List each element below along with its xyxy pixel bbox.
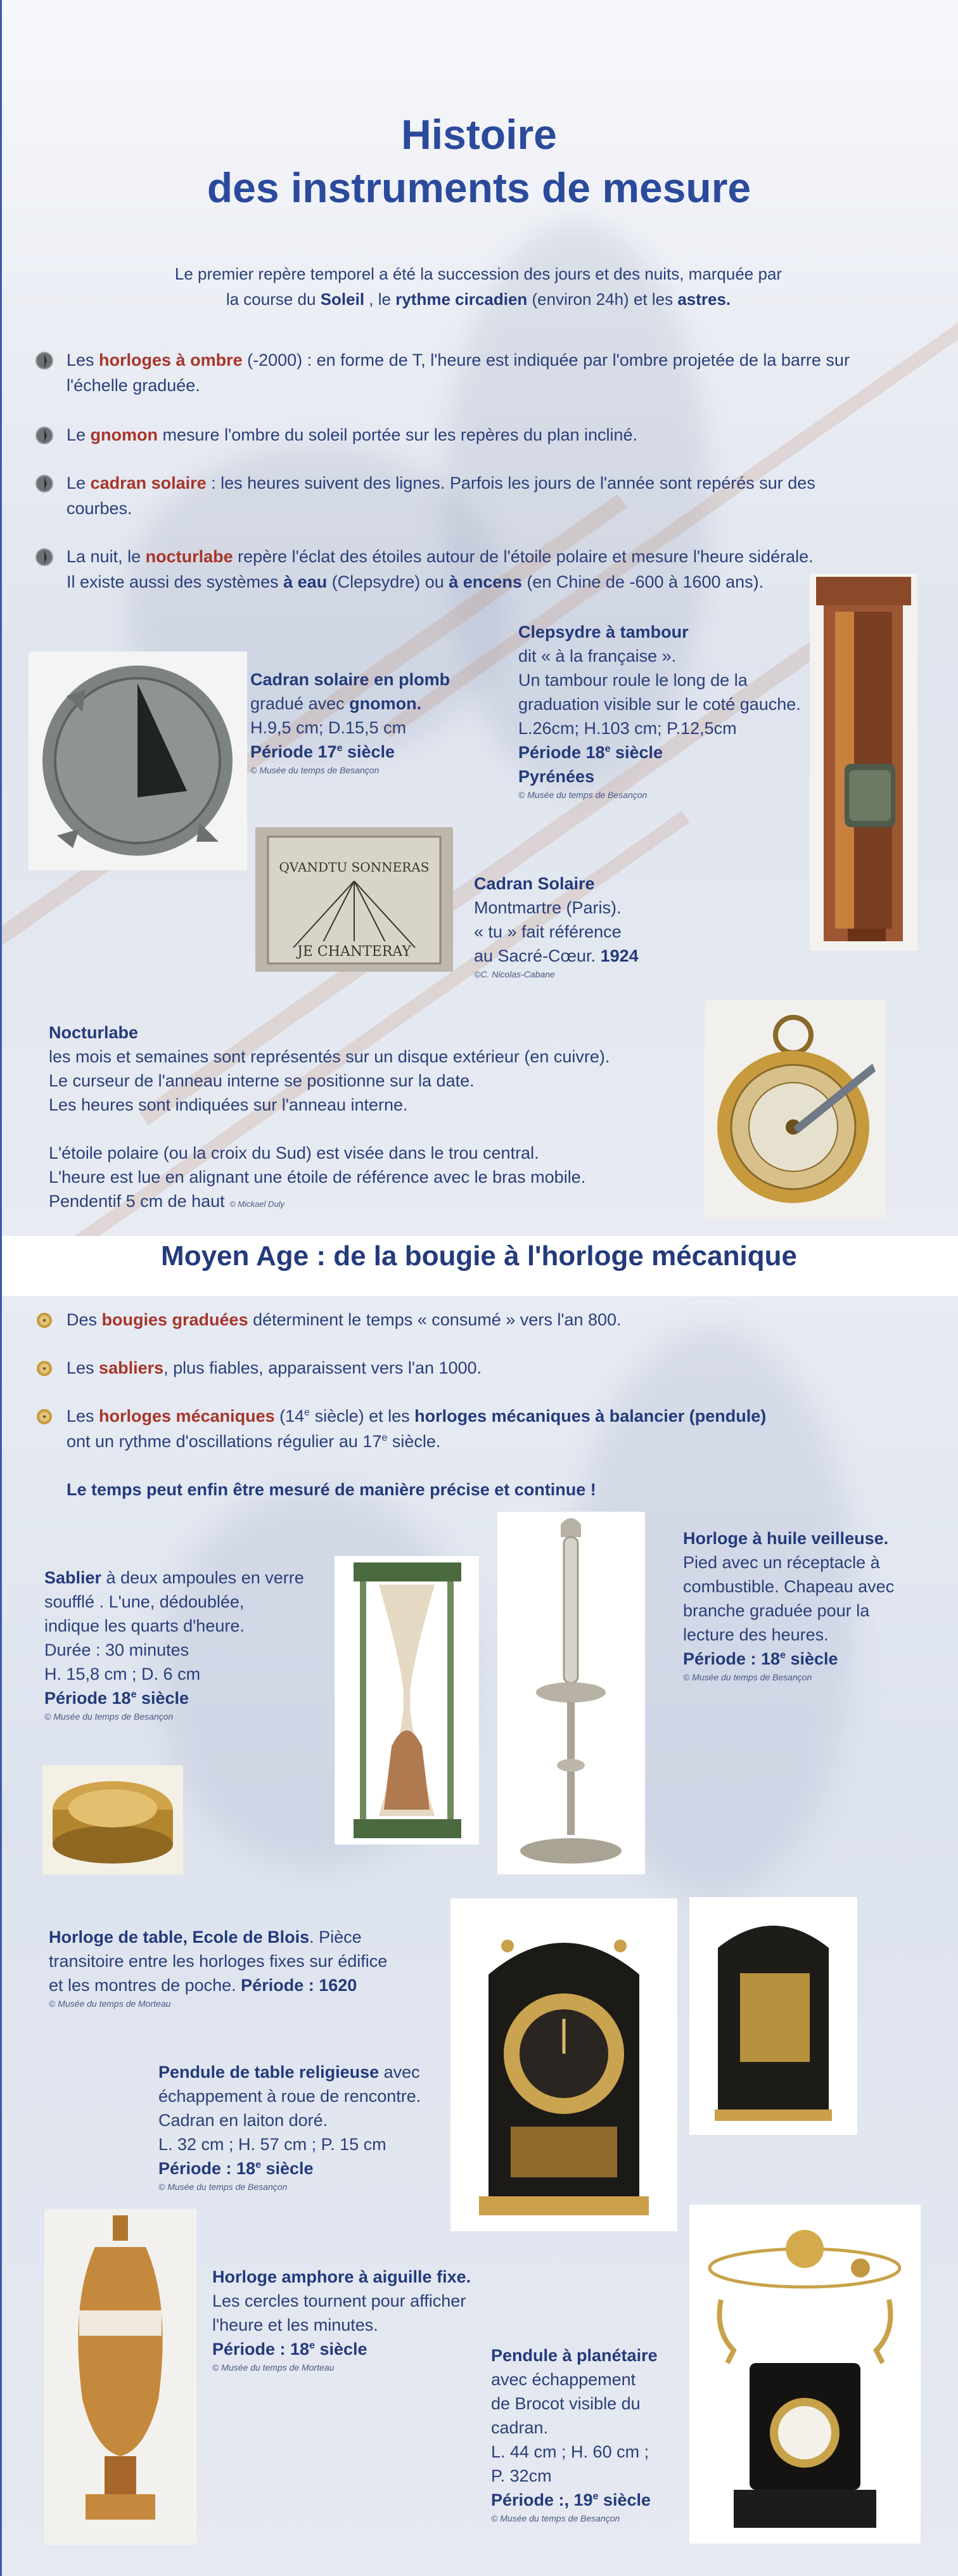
text: e	[131, 1689, 137, 1700]
clepsydre-photo	[810, 574, 917, 951]
text: Période :, 19	[491, 2490, 593, 2509]
text: Pyrénées	[518, 767, 595, 786]
term-balancier: horloges mécaniques à balancier (pendule)	[414, 1407, 767, 1426]
nocturlabe-title: Nocturlabe	[49, 1023, 139, 1042]
text: lecture des heures.	[683, 1625, 829, 1644]
cadran-montmartre-photo	[255, 827, 453, 972]
term-sabliers: sabliers	[99, 1358, 164, 1377]
text: 1924	[600, 946, 639, 965]
text: échappement à roue de rencontre.	[158, 2087, 421, 2106]
text: au Sacré-Cœur.	[474, 946, 601, 965]
bullet-ombre	[35, 347, 922, 398]
text: gnomon.	[349, 694, 422, 713]
photo-credit: © Musée du temps de Besançon	[158, 2182, 288, 2192]
bullet-sabliers	[35, 1355, 922, 1381]
photo-credit: ©C. Nicolas-Cabane	[474, 969, 555, 979]
horloge-amphore-title: Horloge amphore à aiguille fixe.	[212, 2267, 471, 2286]
horloge-blois-photo	[42, 1765, 183, 1874]
cadran-plomb-caption	[250, 667, 491, 776]
text: « tu » fait référence	[474, 922, 622, 941]
text: Un tambour roule le long de la	[518, 671, 748, 690]
text: Il existe aussi des systèmes	[67, 572, 284, 591]
nocturlabe-caption	[49, 1021, 695, 1216]
text: siècle	[785, 1649, 838, 1668]
text: Montmartre (Paris).	[474, 898, 622, 917]
text: combustible. Chapeau avec	[683, 1577, 895, 1596]
clepsydre-title: Clepsydre à tambour	[518, 622, 689, 641]
text: : les heures suivent des lignes. Parfois les jours de l'année sont repérés sur des	[206, 473, 815, 493]
pendule-planetaire-title: Pendule à planétaire	[491, 2346, 658, 2365]
pendule-religieuse-photo	[450, 1898, 677, 2231]
text: Période 17	[250, 742, 337, 761]
photo-credit: © Musée du temps de Besançon	[250, 765, 380, 775]
text: Les	[67, 1358, 99, 1377]
nocturlabe-photo	[705, 1000, 885, 1219]
text: Période 18	[44, 1689, 131, 1708]
text: siècle) et les	[310, 1407, 415, 1426]
text: . Pièce	[309, 1928, 362, 1947]
horloge-amphore-photo	[44, 2209, 196, 2545]
term-a-encens: à encens	[449, 572, 522, 591]
text: l'échelle graduée.	[67, 376, 200, 395]
text: soufflé . L'une, dédoublée,	[44, 1592, 245, 1611]
sundial-bullet-icon	[35, 351, 54, 370]
text: (-2000) : en forme de T, l'heure est indiquée par l'ombre projetée de la barre sur	[242, 351, 850, 370]
text: les mois et semaines sont représentés sur un disque extérieur (en cuivre).	[49, 1047, 610, 1066]
text: Les	[67, 1407, 99, 1426]
text: P. 32cm	[491, 2466, 552, 2485]
text: siècle	[136, 1689, 189, 1708]
text: Des	[67, 1310, 102, 1329]
text: Période : 1620	[241, 1976, 357, 1995]
text: avec	[379, 2063, 420, 2082]
sablier-caption	[44, 1566, 323, 1723]
text: e	[309, 2340, 315, 2351]
page-title	[0, 108, 958, 214]
text: L'heure est lue en alignant une étoile de référence avec le bras mobile.	[49, 1168, 586, 1187]
left-border-line	[0, 0, 2, 2576]
text: repère l'éclat des étoiles autour de l'étoile polaire et mesure l'heure sidérale.	[233, 547, 814, 566]
pendule-religieuse-back-photo	[689, 1897, 857, 2135]
text: e	[604, 744, 611, 754]
term-bougies: bougies graduées	[101, 1310, 248, 1329]
photo-credit: © Musée du temps de Besançon	[683, 1672, 812, 1682]
bullet-gnomon	[35, 422, 922, 448]
gold-clock-bullet-icon	[35, 1359, 54, 1378]
text: e	[255, 2160, 261, 2170]
text: L. 32 cm ; H. 57 cm ; P. 15 cm	[158, 2135, 386, 2154]
text: Les cercles tournent pour afficher	[212, 2291, 466, 2310]
sundial-bullet-icon	[35, 426, 54, 445]
bullet-bougies	[35, 1307, 922, 1332]
text: graduation visible sur le coté gauche.	[518, 695, 801, 714]
text: (en Chine de -600 à 1600 ans).	[521, 572, 764, 591]
text: siècle	[314, 2340, 367, 2359]
bullet-cadran	[35, 470, 922, 521]
sundial-bullet-icon	[35, 474, 54, 493]
horloge-blois-title: Horloge de table, Ecole de Blois	[49, 1928, 310, 1947]
text: e	[381, 1433, 388, 1443]
intro-part: , le	[364, 290, 396, 309]
text: siècle	[260, 2159, 314, 2178]
text: (Clepsydre) ou	[327, 572, 449, 591]
text: siècle	[610, 743, 663, 762]
intro-part: la course du	[226, 290, 321, 309]
intro-text	[114, 261, 843, 312]
term-horloges-mecaniques: horloges mécaniques	[99, 1407, 275, 1426]
text: transitoire entre les horloges fixes sur édifice	[49, 1952, 388, 1971]
text: cadran.	[491, 2418, 549, 2437]
intro-astres: astres.	[677, 290, 731, 309]
photo-credit: © Musée du temps de Morteau	[212, 2362, 335, 2373]
horloge-blois-caption	[49, 1925, 435, 2010]
text: La nuit, le	[67, 547, 146, 566]
term-a-eau: à eau	[283, 572, 328, 591]
bullet-horloges-mecaniques	[35, 1403, 922, 1454]
text: courbes.	[67, 499, 132, 518]
text: (14	[274, 1407, 305, 1426]
cadran-plomb-title: Cadran solaire en plomb	[250, 670, 450, 689]
horloge-huile-photo	[497, 1512, 645, 1874]
text: siècle	[598, 2490, 651, 2509]
text: branche graduée pour la	[683, 1601, 870, 1620]
text: avec échappement	[491, 2370, 636, 2389]
emphasis-line	[35, 1477, 922, 1502]
intro-rythme: rythme circadien	[395, 290, 528, 309]
text: L'étoile polaire (ou la croix du Sud) est visée dans le trou central.	[49, 1143, 539, 1162]
photo-credit: © Musée du temps de Besançon	[518, 790, 648, 800]
term-cadran-solaire: cadran solaire	[90, 473, 207, 493]
text: Période : 18	[158, 2159, 256, 2178]
text: à deux ampoules en verre	[101, 1568, 304, 1587]
horloge-amphore-caption	[212, 2265, 516, 2374]
text: Durée : 30 minutes	[44, 1640, 189, 1659]
sundial-bullet-icon	[35, 548, 54, 567]
horloge-huile-caption	[683, 1526, 936, 1684]
clepsydre-caption	[518, 620, 810, 801]
title-line-2: des instruments de mesure	[207, 164, 751, 211]
text: dit « à la française ».	[518, 647, 677, 666]
text: Période : 18	[212, 2340, 310, 2359]
text: Le	[67, 425, 91, 444]
term-horloges-ombre: horloges à ombre	[99, 351, 243, 370]
text: Les heures sont indiquées sur l'anneau interne.	[49, 1095, 408, 1114]
text: Cadran en laiton doré.	[158, 2111, 328, 2130]
text: Les	[67, 351, 99, 370]
term-gnomon: gnomon	[90, 425, 158, 444]
text: e	[336, 743, 343, 754]
text: siècle	[342, 742, 395, 761]
term-nocturlabe: nocturlabe	[145, 547, 233, 566]
text: L. 44 cm ; H. 60 cm ;	[491, 2442, 649, 2461]
text: Période 18	[518, 743, 605, 762]
text: H.9,5 cm; D.15,5 cm	[250, 718, 407, 737]
text: ont un rythme d'oscillations régulier au 17	[67, 1432, 382, 1451]
text: e	[780, 1650, 786, 1661]
gold-clock-bullet-icon	[35, 1407, 54, 1426]
bullet-nocturlabe	[35, 544, 922, 595]
text: , plus fiables, apparaissent vers l'an 1000.	[163, 1358, 482, 1377]
cadran-plomb-photo	[29, 652, 247, 870]
sundial-motto: QVANDTU SONNERAS	[279, 860, 430, 875]
text: mesure l'ombre du soleil portée sur les repères du plan incliné.	[158, 425, 638, 444]
intro-soleil: Soleil	[320, 290, 365, 309]
emphasis-text: Le temps peut enfin être mesuré de manière précise et continue !	[67, 1480, 596, 1499]
section-title-moyen-age: Moyen Age : de la bougie à l'horloge mécanique	[161, 1240, 797, 1272]
photo-credit: © Musée du temps de Morteau	[49, 1999, 171, 2009]
title-line-1: Histoire	[401, 111, 557, 158]
sablier-title: Sablier	[44, 1568, 102, 1587]
pendule-planetaire-photo	[689, 2205, 921, 2544]
text: l'heure et les minutes.	[212, 2315, 378, 2334]
text: gradué avec	[250, 694, 350, 713]
pendule-religieuse-caption	[158, 2060, 456, 2193]
photo-credit: © Musée du temps de Besançon	[491, 2513, 620, 2523]
intro-line-1: Le premier repère temporel a été la succession des jours et des nuits, marquée par	[174, 264, 782, 283]
text: de Brocot visible du	[491, 2394, 641, 2413]
horloge-huile-title: Horloge à huile veilleuse.	[683, 1529, 889, 1548]
text: H. 15,8 cm ; D. 6 cm	[44, 1665, 201, 1684]
text: indique les quarts d'heure.	[44, 1616, 245, 1635]
pendule-religieuse-title: Pendule de table religieuse	[158, 2063, 380, 2082]
intro-part: (environ 24h) et les	[527, 290, 678, 309]
text: Le	[67, 473, 91, 493]
cadran-montmartre-caption	[474, 872, 683, 981]
text: Période : 18	[683, 1649, 781, 1668]
sundial-motto-bottom: JE CHANTERAY	[297, 944, 411, 960]
text: e	[304, 1407, 310, 1418]
photo-credit: © Mickael Duly	[229, 1199, 285, 1209]
pendule-planetaire-caption	[491, 2343, 681, 2525]
text: siècle.	[387, 1432, 441, 1451]
sablier-photo	[335, 1556, 479, 1845]
text: et les montres de poche.	[49, 1976, 241, 1995]
photo-credit: © Musée du temps de Besançon	[44, 1711, 174, 1722]
text: Le curseur de l'anneau interne se positionne sur la date.	[49, 1071, 475, 1090]
text: Pied avec un réceptacle à	[683, 1553, 880, 1572]
text: e	[592, 2491, 599, 2502]
text: L.26cm; H.103 cm; P.12,5cm	[518, 719, 737, 738]
text: déterminent le temps « consumé » vers l'an 800.	[248, 1310, 622, 1329]
text: Pendentif 5 cm de haut	[49, 1192, 230, 1211]
gold-clock-bullet-icon	[35, 1311, 54, 1330]
cadran-montmartre-title: Cadran Solaire	[474, 874, 595, 893]
